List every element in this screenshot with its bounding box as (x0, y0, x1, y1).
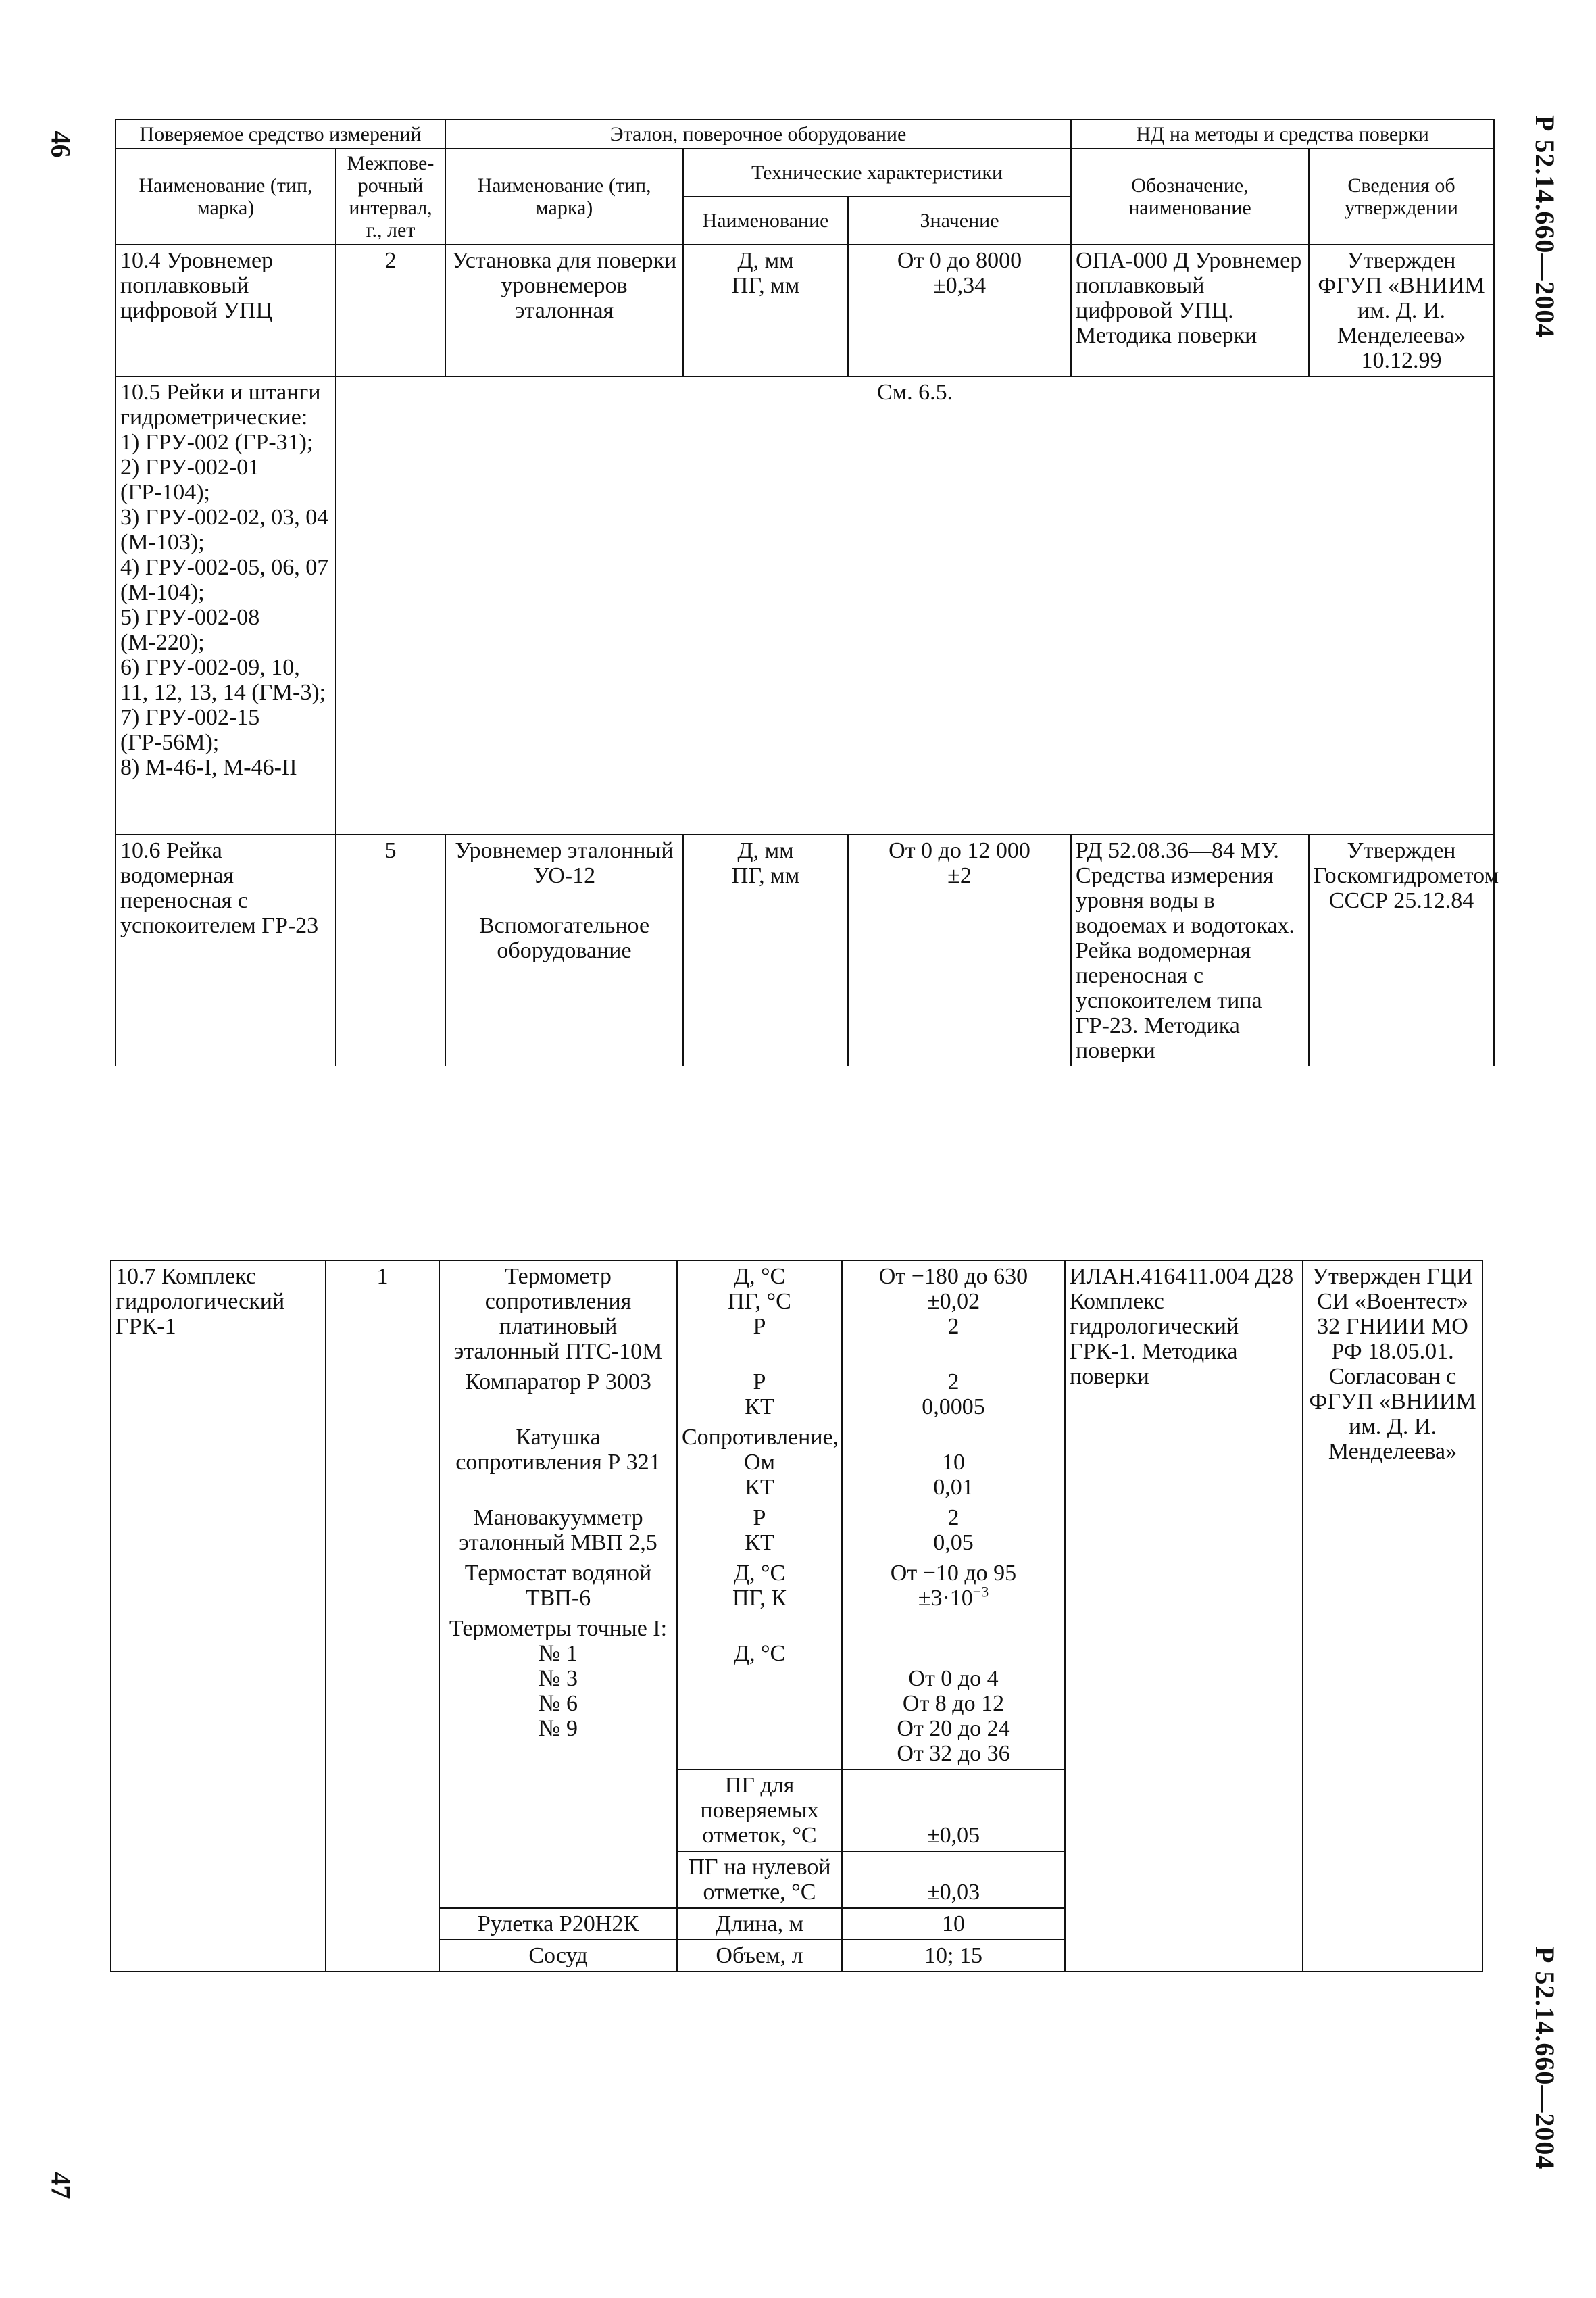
row-107-std-vessel: Сосуд (439, 1940, 677, 1972)
header-row-sub (116, 149, 1494, 197)
row-107-std-empty (439, 1851, 677, 1908)
row-105-line: 10.5 Рейки и штанги гидрометрические: (120, 380, 321, 430)
row-107-std-empty (439, 1769, 677, 1851)
row-104-nd: ОПА-000 Д Уровнемер поплавковый цифровой УПЦ. Методика поверки (1071, 245, 1309, 376)
row-105-line: 3) ГРУ-002-02, 03, 04 (М-103); (120, 505, 329, 555)
row-105-line: 7) ГРУ-002-15 (ГР-56М); (120, 705, 260, 755)
char: КТ (745, 1475, 774, 1500)
value: ±0,02 (926, 1289, 980, 1314)
row-107-std-coil: Катушка сопротивления Р 321 (439, 1422, 677, 1502)
left-page-number: 46 (45, 130, 76, 158)
row-104-val2: ±0,34 (932, 273, 987, 298)
std-label: Термометры точные I: (449, 1616, 668, 1641)
row-107-chars-1 (677, 1261, 842, 1367)
row-107-values-5 (842, 1558, 1065, 1613)
verification-table-upper (115, 119, 1499, 1066)
row-104-name: 10.4 Уровнемер поплавковый цифровой УПЦ (116, 245, 336, 376)
row-105-name (116, 376, 336, 835)
row-107-interval: 1 (326, 1261, 439, 1972)
row-105-line: 2) ГРУ-002-01 (ГР-104); (120, 455, 260, 505)
row-107-chars-2 (677, 1367, 842, 1422)
std-number: № 9 (539, 1716, 578, 1741)
table-row (116, 835, 1494, 1066)
row-106-approval: Утвержден Госкомгидрометом СССР 25.12.84 (1309, 835, 1494, 1066)
row-107-char-pg-checked: ПГ для поверяемых отметок, °С (677, 1769, 842, 1851)
value: От −10 до 95 (890, 1561, 1017, 1586)
row-107-values-1 (842, 1261, 1065, 1367)
row-107-std-manometer: Мановакуумметр эталонный МВП 2,5 (439, 1502, 677, 1558)
header-col-char-name: Наименование (683, 197, 848, 245)
header-col-char-value: Значение (848, 197, 1071, 245)
char: КТ (745, 1394, 774, 1419)
value: От 32 до 36 (897, 1741, 1010, 1766)
row-106-char2: ПГ, мм (731, 863, 800, 888)
row-107-values-2 (842, 1367, 1065, 1422)
table-row (116, 376, 1494, 835)
value: От −180 до 630 (878, 1264, 1028, 1289)
row-104-char1: Д, мм (737, 248, 794, 273)
doc-code-top: Р 52.14.660—2004 (1530, 115, 1560, 339)
row-107-name: 10.7 Комплекс гидрологический ГРК-1 (111, 1261, 326, 1972)
header-col-std-name: Наименование (тип, марка) (445, 149, 683, 245)
value: 2 (947, 1505, 959, 1530)
row-107-approval: Утвержден ГЦИ СИ «Воентест» 32 ГНИИИ МО РФ 18.05.01. Согласован с ФГУП «ВНИИМ им. Д. И. Менделеева» (1303, 1261, 1482, 1972)
char: ПГ, °С (728, 1289, 791, 1314)
row-107-values-6 (842, 1613, 1065, 1769)
right-page-number: 47 (45, 2172, 76, 2199)
header-instrument: Поверяемое средство измерений (116, 120, 445, 149)
header-nd: НД на методы и средства поверки (1071, 120, 1494, 149)
row-106-char1: Д, мм (737, 838, 794, 863)
row-105-line: 8) М-46-I, М-46-II (120, 755, 297, 780)
header-standard: Эталон, поверочное оборудование (445, 120, 1071, 149)
row-107-std-precise-thermometers (439, 1613, 677, 1769)
row-107-std-thermostat: Термостат водяной ТВП-6 (439, 1558, 677, 1613)
value-exponent: −3 (972, 1583, 989, 1600)
char: Д, °С (733, 1641, 786, 1666)
row-107-value-length: 10 (842, 1908, 1065, 1940)
row-104-char2: ПГ, мм (731, 273, 800, 298)
header-row-groups (116, 120, 1494, 149)
verification-table-lower (110, 1260, 1483, 1972)
char: КТ (745, 1530, 774, 1555)
row-104-std: Установка для поверки уровнемеров эталонная (445, 245, 683, 376)
row-104-interval: 2 (336, 245, 445, 376)
row-104-val1: От 0 до 8000 (897, 248, 1022, 273)
std-number: № 6 (539, 1691, 578, 1716)
value: 2 (947, 1369, 959, 1394)
row-106-std2: Вспомогательное оборудование (478, 913, 650, 963)
row-106-val2: ±2 (947, 863, 972, 888)
row-107-values-4 (842, 1502, 1065, 1558)
char: ПГ, К (732, 1586, 787, 1611)
char: Д, °С (733, 1561, 786, 1586)
char: Д, °С (733, 1264, 786, 1289)
row-107-chars-5 (677, 1558, 842, 1613)
row-107-chars-6 (677, 1613, 842, 1769)
value: 10 (942, 1450, 965, 1475)
char: Р (753, 1314, 766, 1339)
row-104-approval: Утвержден ФГУП «ВНИИМ им. Д. И. Менделеева» 10.12.99 (1309, 245, 1494, 376)
std-number: № 3 (539, 1666, 578, 1691)
header-col-approval: Сведения об утверждении (1309, 149, 1494, 245)
row-107-chars-3 (677, 1422, 842, 1502)
row-106-name: 10.6 Рейка водомерная переносная с успокоителем ГР-23 (116, 835, 336, 1066)
header-col-name: Наименование (тип, марка) (116, 149, 336, 245)
value: 0,05 (933, 1530, 974, 1555)
value: От 8 до 12 (902, 1691, 1005, 1716)
table-row (116, 245, 1494, 376)
row-107-std-tape: Рулетка Р20Н2К (439, 1908, 677, 1940)
row-107-char-volume: Объем, л (677, 1940, 842, 1972)
row-107-nd: ИЛАН.416411.004 Д28 Комплекс гидрологический ГРК-1. Методика поверки (1065, 1261, 1303, 1972)
value (847, 1583, 1060, 1611)
row-106-interval: 5 (336, 835, 445, 1066)
row-105-line: 4) ГРУ-002-05, 06, 07 (М-104); (120, 555, 329, 605)
row-104-chars (683, 245, 848, 376)
row-107-char-length: Длина, м (677, 1908, 842, 1940)
row-107-std-thermometer: Термометр сопротивления платиновый эталонный ПТС-10М (439, 1261, 677, 1367)
row-107-value-pg-zero: ±0,03 (842, 1851, 1065, 1908)
value-mantissa: ±3·10 (918, 1586, 973, 1611)
value: От 20 до 24 (897, 1716, 1010, 1741)
std-number: № 1 (539, 1641, 578, 1666)
row-106-val1: От 0 до 12 000 (889, 838, 1030, 863)
row-104-values (848, 245, 1071, 376)
row-106-std (445, 835, 683, 1066)
value: 2 (947, 1314, 959, 1339)
row-107-value-pg-checked: ±0,05 (842, 1769, 1065, 1851)
char: Р (753, 1369, 766, 1394)
row-105-line: 6) ГРУ-002-09, 10, 11, 12, 13, 14 (ГМ-3); (120, 655, 326, 705)
row-106-chars (683, 835, 848, 1066)
row-107-values-3 (842, 1422, 1065, 1502)
row-105-see-reference: См. 6.5. (336, 376, 1494, 835)
char: Сопротивление, Ом (682, 1425, 839, 1475)
header-col-designation: Обозначение, наименование (1071, 149, 1309, 245)
header-tech-chars: Технические характеристики (683, 149, 1071, 197)
value: 0,01 (933, 1475, 974, 1500)
table-row (111, 1261, 1482, 1367)
char: Р (753, 1505, 766, 1530)
value: 0,0005 (922, 1394, 985, 1419)
row-107-chars-4 (677, 1502, 842, 1558)
row-107-std-comparator: Компаратор Р 3003 (439, 1367, 677, 1422)
row-106-values (848, 835, 1071, 1066)
row-105-line: 5) ГРУ-002-08 (М-220); (120, 605, 260, 655)
row-107-char-pg-zero: ПГ на нулевой отметке, °С (677, 1851, 842, 1908)
row-107-value-volume: 10; 15 (842, 1940, 1065, 1972)
doc-code-bottom: Р 52.14.660—2004 (1530, 1947, 1560, 2170)
row-105-line: 1) ГРУ-002 (ГР-31); (120, 430, 314, 455)
row-106-std1: Уровнемер эталонный УО-12 (455, 838, 674, 888)
header-col-interval: Межпове-рочный интервал, г., лет (336, 149, 445, 245)
value: От 0 до 4 (908, 1666, 999, 1691)
row-106-nd: РД 52.08.36—84 МУ. Средства измерения уровня воды в водоемах и водотоках. Рейка водомерная переносная с успокоителем типа ГР-23. Методика поверки (1071, 835, 1309, 1066)
